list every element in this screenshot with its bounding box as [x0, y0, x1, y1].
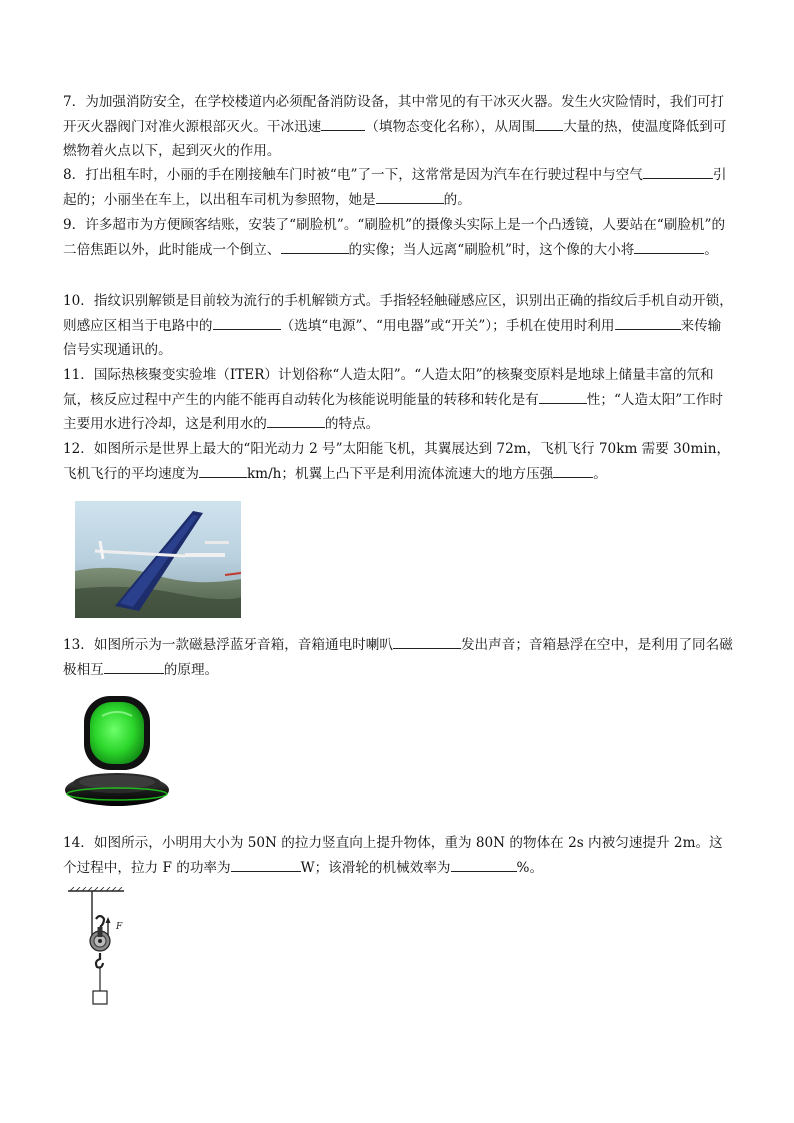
q11-blank-1[interactable] — [539, 389, 587, 404]
q11-text-2: 性；“人造太阳”工作时主要用水进行冷却，这是利用水的 — [63, 391, 724, 432]
q13-text-1: 13．如图所示为一款磁悬浮蓝牙音箱，音箱通电时喇叭 — [63, 637, 393, 653]
q11-text-1: 11．国际热核聚变实验堆（ITER）计划俗称“人造太阳”。“人造太阳”的核聚变原料是地球上储量丰富的氘和氚，核反应过程中产生的内能不能再自动转化为核能说明能量的转移和转化是有 — [63, 367, 714, 408]
q9-text-2: 的实像；当人远离“刷脸机”时，这个像的大小将 — [348, 241, 635, 258]
question-14 — [63, 831, 733, 880]
solar-airplane-image — [75, 501, 241, 618]
question-12 — [63, 437, 733, 486]
q10-blank-1[interactable] — [213, 315, 281, 330]
q7-blank-2[interactable] — [535, 116, 563, 131]
q12-blank-1[interactable] — [199, 463, 247, 478]
question-10 — [63, 289, 733, 363]
q13-text-3: 的原理。 — [163, 661, 219, 678]
q9-text-1: 9．许多超市为方便顾客结账，安装了“刷脸机”。“刷脸机”的摄像头实际上是一个凸透镜，人要站在“刷脸机”的二倍焦距以外，此时能成一个倒立、 — [63, 217, 726, 258]
question-8 — [63, 163, 733, 212]
q14-blank-2[interactable] — [451, 857, 517, 872]
question-13 — [63, 633, 733, 682]
q9-blank-1[interactable] — [281, 239, 349, 254]
q14-text-2: W；该滑轮的机械效率为 — [300, 859, 451, 876]
q14-text-3: %。 — [516, 859, 544, 876]
force-label: F — [116, 922, 123, 932]
q12-text-2: km/h；机翼上凸下平是利用流体流速大的地方压强 — [246, 465, 554, 482]
q12-text-1: 12．如图所示是世界上最大的“阳光动力 2 号”太阳能飞机，其翼展达到 72m，飞机飞行 70km 需要 30min，飞机飞行的平均速度为 — [63, 441, 731, 482]
q8-text-3: 的。 — [443, 191, 471, 208]
q10-text-2: （选填“电源”、“用电器”或“开关”）；手机在使用时利用 — [280, 317, 615, 334]
q8-text-2: 引起的；小丽坐在车上，以出租车司机为参照物，她是 — [63, 167, 727, 208]
q8-blank-2[interactable] — [376, 189, 444, 204]
maglev-speaker-image — [62, 696, 172, 811]
q11-blank-2[interactable] — [267, 413, 325, 428]
q8-blank-1[interactable] — [643, 164, 713, 179]
q9-text-3: 。 — [704, 241, 718, 258]
q7-text-2: （填物态变化名称），从周围 — [365, 118, 536, 135]
q7-blank-1[interactable] — [321, 116, 365, 131]
q13-blank-1[interactable] — [393, 634, 461, 649]
question-11 — [63, 363, 733, 437]
question-9 — [63, 213, 733, 262]
q12-text-3: 。 — [593, 465, 607, 482]
q11-text-3: 的特点。 — [324, 416, 380, 432]
q14-text-1: 14．如图所示，小明用大小为 50N 的拉力竖直向上提升物体，重为 80N 的物体在 2s 内被匀速提升 2m。这个过程中，拉力 F 的功率为 — [63, 835, 723, 876]
q10-text-3: 来传输信号实现通讯的。 — [63, 317, 722, 358]
q14-blank-1[interactable] — [231, 857, 301, 872]
q7-text-3: 大量的热，使温度降低到可燃物着火点以下，起到灭火的作用。 — [63, 118, 727, 159]
question-7 — [63, 90, 733, 164]
q10-blank-2[interactable] — [615, 315, 681, 330]
q7-text-1: 7．为加强消防安全，在学校楼道内必须配备消防设备，其中常见的有干冰灭火器。发生火灾险情时，我们可打开灭火器阀门对准火源根部灭火。干冰迅速 — [63, 94, 725, 135]
q12-blank-2[interactable] — [553, 463, 593, 478]
q10-text-1: 10．指纹识别解锁是目前较为流行的手机解锁方式。手指轻轻触碰感应区，识别出正确的指纹后手机自动开锁，则感应区相当于电路中的 — [63, 293, 733, 334]
q8-text-1: 8．打出租车时，小丽的手在刚接触车门时被“电”了一下，这常常是因为汽车在行驶过程中与空气 — [63, 167, 643, 183]
q9-blank-2[interactable] — [634, 239, 704, 254]
pulley-diagram — [66, 887, 136, 1007]
q13-text-2: 发出声音；音箱悬浮在空中，是利用了同名磁极相互 — [63, 637, 733, 678]
q13-blank-2[interactable] — [104, 659, 164, 674]
